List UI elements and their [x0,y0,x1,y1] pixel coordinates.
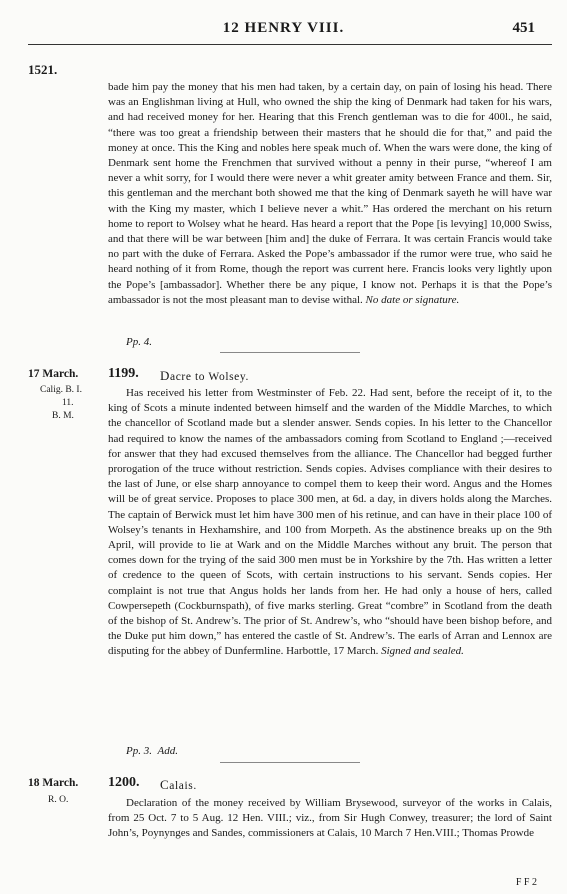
entry-number: 1200. [108,775,140,790]
year-label: 1521. [28,62,58,77]
header-rule [28,44,552,45]
entry-reference: R. O. [48,795,69,805]
continuation-pages: Pp. 4. [126,336,152,348]
entry-reference: Calig. B. I. [40,385,82,395]
entry-reference: 11. [62,398,74,408]
entry-pages-count: Pp. 3. [126,745,152,757]
continuation-note: No date or signature. [365,293,460,306]
entry-body: Has received his letter from Westminster of Feb. 22. Had sent, before the receipt of it, to the king of Scots a minute indented between himself and the warden of the Middle Marches, to which the chancellor of Scotland made but a slender answer. Sends copies. In his letter to the Chancellor had required to know the names of the ambassadors coming from Scotland to England ;—received for answer that they had excused themselves from the alliance. The Chancellor had begged further prorogation of the truce without restriction. Sends copies. Advises compliance with their desires to the last of June, or else sharp annoyance to compel them to keep their word. Angus and the Homes will be of great service. Proposes to place 300 men, at 6d. a day, in divers holds along the Marches. The captain of Berwick must let him have 300 men of his retinue, and can have in their place 100 of Wolsey’s tenants in Hexhamshire, and 100 from Morpeth. As the abstinence breaks up on the 9th April, will provide to lie at Wark and on the Middle Marches without any bruit. The person that comes down for the trying of the said 300 men must be in Yorkshire by the 7th. Has written a letter of credence to the queen of Scots, with certain instructions to his servant. Sends copies. Her complaint is not true that Angus holds her lands from her. He had only a house of hers, called Cowpersepeth (Cockburnspath), of five marks sterling. Great “combre” in Scotland from the death of the bishop of St. Andrew’s. The prior of St. Andrew’s, who “should have been bishop before, and the Duke put him down,” has entered the castle of St. Andrew’s. The earls of Arran and Lennox are disputing for the abbey of Dunfermline. Harbottle, 17 March. [108,387,552,658]
continuation-text [108,80,552,308]
entry-reference: B. M. [52,411,74,421]
entry-pages [126,745,178,757]
entry-date: 17 March. [28,368,79,380]
continuation-body: bade him pay the money that his men had taken, by a certain day, on pain of losing his head. There was an Englishman living at Hull, who owned the ship the king of Denmark had taken for his wars, and had received money for her. Hearing that this French gentleman was to die for 400l., he said, “there was too great a friendship between their masters that he should die for that,” and paid the money at once. This the King and nobles here speak much of. When the wars were done, the king of Denmark sent home the Frenchmen that survived without a penny in their purse, “whereof I am never a whit sorry, for I would there were never a whit greater amity between France and them. Sir, this gentleman and the merchant both showed me that the king of Denmark sayeth he will have war with the King my master, which I believe never a whit.” Has ordered the merchant on his return home to report to Wolsey what he heard. Has heard a report that the Pope [is levying] 10,000 Swiss, and that there will be war between [him and] the duke of Ferrara. It was certain Francis would take no part with the duke of Ferrara. Asked the Pope’s ambassador if the rumor were true, who said he heard nothing of it from Rome, though the report was current here. Francis looks very lightly upon the Pope’s [ambassador]. Whether there be any pique, I know not. Perhaps it is that the Pope’s ambassador is not the most pleasant man to devise withal. [108,81,552,306]
page-number: 451 [512,20,535,36]
section-divider [220,762,360,763]
entry-title: Dacre to Wolsey. [160,368,249,383]
entry-note: Signed and sealed. [381,645,464,658]
entry-number: 1199. [108,366,139,381]
section-divider [220,352,360,353]
entry-date: 18 March. [28,777,79,789]
entry-title: Calais. [160,777,197,792]
entry-text [108,386,552,660]
page-header-title: 12 HENRY VIII. [222,20,345,36]
signature-mark: F F 2 [515,877,537,888]
entry-add: Add. [157,745,178,757]
entry-text: Declaration of the money received by William Brysewood, surveyor of the works in Calais, from 25 Oct. 7 to 5 Aug. 12 Hen. VIII.; viz., from Sir Hugh Conwey, treasurer; the lord of Saint John’s, Poynynges and Sandes, commissioners at Calais, 10 March 7 Hen.VIII.; Thomas Prowde [108,797,552,840]
